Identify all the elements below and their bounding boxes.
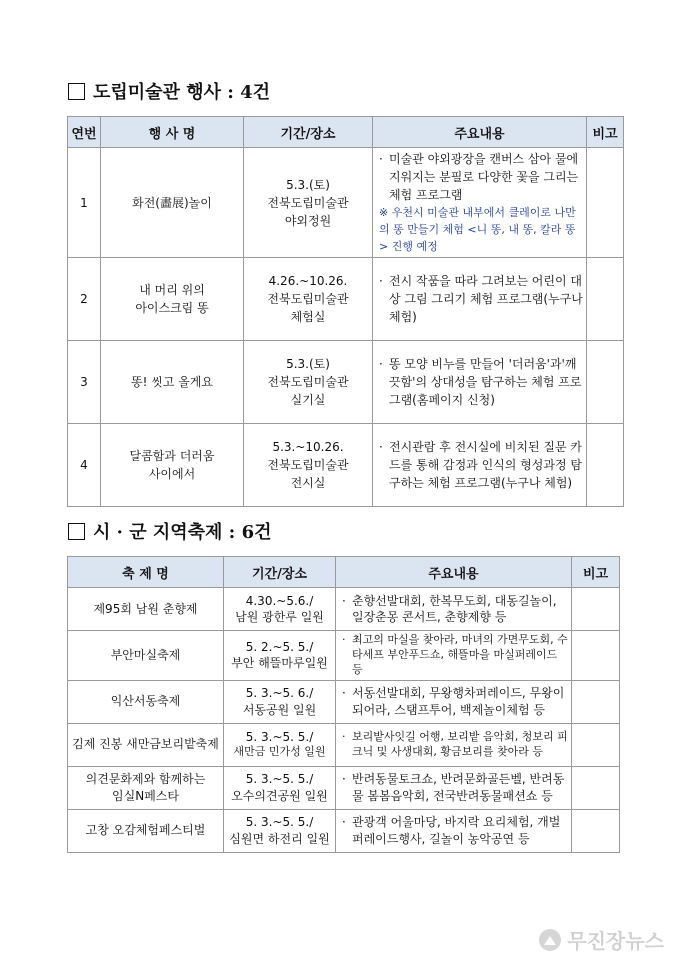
place-text: 서동공원 일원 <box>242 702 317 717</box>
place-text: 새만금 민가성 일원 <box>233 745 326 759</box>
festival-period <box>224 588 336 631</box>
section-1-title <box>68 78 270 104</box>
period-text: 5. 3.~5. 5./ <box>245 730 314 745</box>
col-header-period: 기간/장소 <box>224 557 336 588</box>
period-text: 4.26.~10.26. <box>268 274 348 289</box>
period-text: 5.3.(토) <box>286 177 330 192</box>
festival-name: 익산서동축제 <box>68 680 224 723</box>
event-name: 똥! 씻고 올게요 <box>101 341 244 424</box>
event-name-line: 아이스크림 똥 <box>135 301 209 316</box>
table-row <box>68 148 624 258</box>
table-row <box>68 680 620 723</box>
festival-period <box>224 723 336 766</box>
period-text: 5. 3.~5. 6./ <box>245 686 314 701</box>
content-text: · 똥 모양 비누를 만들어 '더러움'과'깨끗함'의 상대성을 탐구하는 체험 프로그램(홈페이지 신청) <box>379 355 583 409</box>
festival-name <box>68 766 224 809</box>
period-text: 4.30.~5.6./ <box>245 593 314 608</box>
row-no: 1 <box>68 148 101 258</box>
festival-name: 제95회 남원 춘향제 <box>68 588 224 631</box>
col-header-festival: 축 제 명 <box>68 557 224 588</box>
period-text: 5. 3.~5. 5./ <box>245 772 314 787</box>
table-row <box>68 424 624 507</box>
museum-events-table <box>67 116 624 507</box>
period-text: 5. 2.~5. 5./ <box>245 640 314 655</box>
festival-name: 부안마실축제 <box>68 631 224 681</box>
section-2-title-text: 시 · 군 지역축제 : 6건 <box>93 522 272 543</box>
place-detail-text: 야외정원 <box>284 213 332 228</box>
event-name: 화전(畵展)놀이 <box>101 148 244 258</box>
event-content <box>373 148 587 258</box>
event-content <box>373 258 587 341</box>
event-period <box>244 258 373 341</box>
checkbox-square-icon <box>68 83 85 100</box>
festival-content <box>336 723 572 766</box>
table-row <box>68 341 624 424</box>
row-no: 2 <box>68 258 101 341</box>
place-text: 오수의견공원 일원 <box>231 788 328 803</box>
row-no: 4 <box>68 424 101 507</box>
event-content <box>373 341 587 424</box>
watermark-text: 무진장뉴스 <box>567 929 664 953</box>
festival-remark <box>572 766 620 809</box>
place-text: 전북도립미술관 <box>267 375 349 390</box>
event-period <box>244 341 373 424</box>
row-no: 3 <box>68 341 101 424</box>
festival-content <box>336 631 572 681</box>
event-content <box>373 424 587 507</box>
event-period <box>244 424 373 507</box>
event-period <box>244 148 373 258</box>
event-remark <box>587 341 624 424</box>
festival-content <box>336 766 572 809</box>
section-1-title-text: 도립미술관 행사 : 4건 <box>93 82 271 103</box>
content-text: · 최고의 마실을 찾아라, 마녀의 가면무도회, 수타세프 부안푸드쇼, 해뜰마을 마실퍼레이드 등 <box>342 633 568 678</box>
festival-period <box>224 809 336 852</box>
col-header-content: 주요내용 <box>373 117 587 148</box>
festival-remark <box>572 809 620 852</box>
period-text: 5.3.(토) <box>286 357 330 372</box>
content-text: · 반려동물토크쇼, 반려문화골든벨, 반려동물 봄봄음악회, 전국반려동물패션쇼 등 <box>342 771 568 803</box>
festival-table <box>67 556 620 853</box>
place-text: 전북도립미술관 <box>267 292 349 307</box>
festival-remark <box>572 631 620 681</box>
period-text: 5. 3.~5. 5./ <box>245 815 314 830</box>
content-text: · 춘향선발대회, 한복무도회, 대동길놀이, 일장춘몽 콘서트, 춘향제향 등 <box>342 593 568 625</box>
festival-content <box>336 809 572 852</box>
col-header-content: 주요내용 <box>336 557 572 588</box>
table-header-row <box>68 117 624 148</box>
col-header-name: 행 사 명 <box>101 117 244 148</box>
content-text: · 보리밭사잇길 어행, 보리밭 음악회, 청보리 피크닉 및 사생대회, 황금보리를 찾아라 등 <box>342 730 568 760</box>
table-row <box>68 258 624 341</box>
place-text: 전북도립미술관 <box>267 195 349 210</box>
mountain-logo-icon <box>539 929 561 951</box>
place-text: 부안 해뜰마루일원 <box>231 656 328 671</box>
place-detail-text: 체험실 <box>290 310 326 325</box>
event-name <box>101 424 244 507</box>
table-row <box>68 631 620 681</box>
festival-remark <box>572 588 620 631</box>
watermark <box>539 925 664 954</box>
place-detail-text: 실기실 <box>290 393 326 408</box>
content-text: · 전시 작품을 따라 그려보는 어린이 대상 그림 그리기 체험 프로그램(누구나 체험) <box>379 272 583 326</box>
col-header-remark: 비고 <box>587 117 624 148</box>
festival-remark <box>572 723 620 766</box>
table-row <box>68 588 620 631</box>
event-name-line: 달콤함과 더러움 <box>129 449 215 464</box>
festival-period <box>224 631 336 681</box>
festival-name-line: 의견문화제와 함께하는 <box>85 772 206 787</box>
content-text: · 미술관 야외광장을 캔버스 삼아 물에 지워지는 분필로 다양한 꽃을 그리는 체험 프로그램 <box>379 150 583 204</box>
event-remark <box>587 148 624 258</box>
place-text: 전북도립미술관 <box>267 458 349 473</box>
table-row <box>68 766 620 809</box>
festival-content <box>336 680 572 723</box>
event-name <box>101 258 244 341</box>
festival-name-line: 임실N페스타 <box>112 788 179 803</box>
table-row <box>68 809 620 852</box>
col-header-period: 기간/장소 <box>244 117 373 148</box>
festival-remark <box>572 680 620 723</box>
festival-name: 김제 진봉 새만금보리밭축제 <box>68 723 224 766</box>
festival-period <box>224 766 336 809</box>
event-remark <box>587 258 624 341</box>
table-header-row <box>68 557 620 588</box>
section-2-title <box>68 518 271 544</box>
festival-period <box>224 680 336 723</box>
place-detail-text: 전시실 <box>290 476 326 491</box>
content-text: · 전시관람 후 전시실에 비치된 질문 카드를 통해 감정과 인식의 형성과정 탐구하는 체험 프로그램(누구나 체험) <box>379 438 583 492</box>
period-text: 5.3.~10.26. <box>272 440 344 455</box>
col-header-remark: 비고 <box>572 557 620 588</box>
festival-name: 고창 오감체험페스티벌 <box>68 809 224 852</box>
table-row <box>68 723 620 766</box>
event-name-line: 내 머리 위의 <box>139 283 205 298</box>
content-text: · 서동선발대회, 무왕행차퍼레이드, 무왕이 되어라, 스탬프투어, 백제놀이체험 등 <box>342 685 568 717</box>
festival-content <box>336 588 572 631</box>
content-note: ※ 우천시 미술관 내부에서 클레이로 나만의 똥 만들기 체험 <니 똥, 내 똥, 칼라 똥> 진행 예정 <box>379 206 576 254</box>
place-text: 남원 광한루 일원 <box>235 610 324 624</box>
place-text: 심원면 하전리 일원 <box>229 831 330 846</box>
event-name-line: 사이에서 <box>148 467 196 482</box>
checkbox-square-icon <box>68 523 85 540</box>
col-header-no: 연번 <box>68 117 101 148</box>
content-text: · 관광객 어울마당, 바지락 요리체험, 개벌퍼레이드행사, 길놀이 농악공연 등 <box>342 814 568 846</box>
event-remark <box>587 424 624 507</box>
